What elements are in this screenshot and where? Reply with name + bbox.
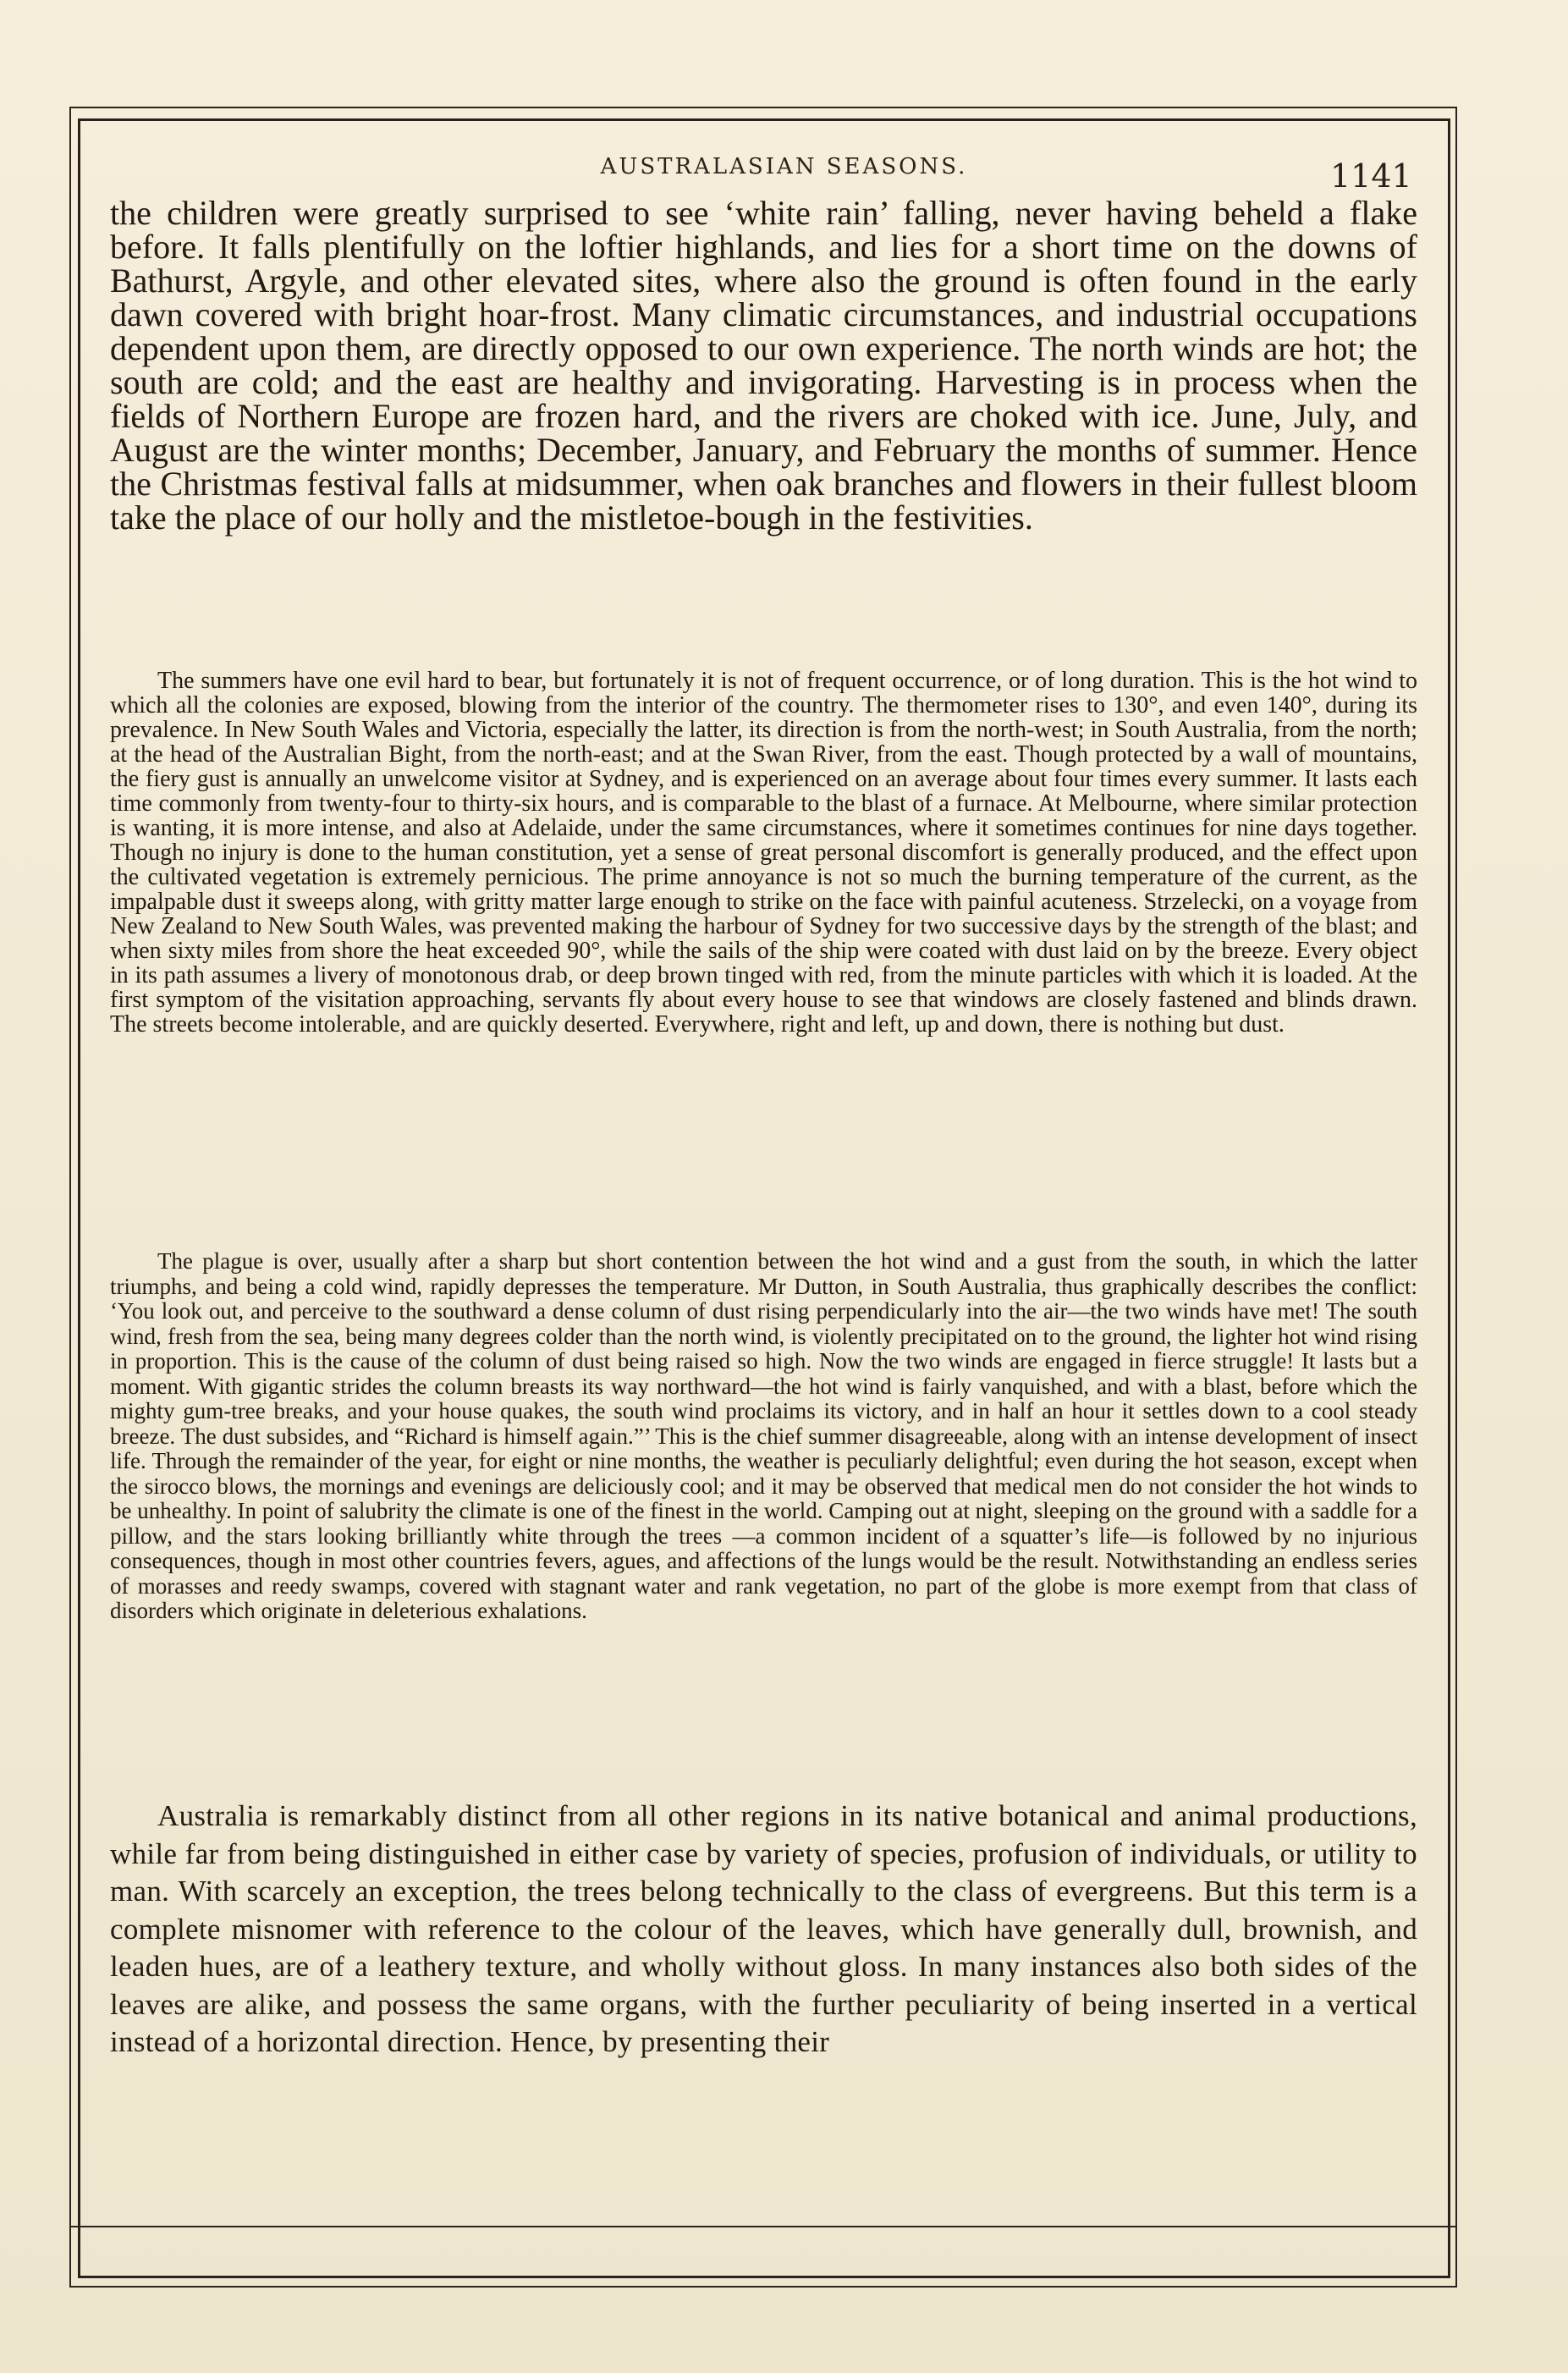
bottom-rule [69, 2226, 1457, 2227]
paragraph-winter-climate: the children were greatly surprised to see ‘white rain’ falling, never having beheld a flake before. It falls plentifully on the loftier highlands, and lies for a short time on the downs of Bathurst, Argyle, and other elevated sites, where also the ground is often found in the early dawn covered with bright hoar-frost. Many climatic circumstances, and industrial occupations dependent upon them, are directly opposed to our own experience. The north winds are hot; the south are cold; and the east are healthy and invigorating. Harvesting is in process when the fields of Northern Europe are frozen hard, and the rivers are choked with ice. June, July, and August are the winter months; December, January, and February the months of summer. Hence the Christmas festival falls at midsummer, when oak branches and flowers in their fullest bloom take the place of our holly and the mistletoe-bough in the festivities. [110, 194, 1417, 537]
paragraph-plague-over: The plague is over, usually after a sharp but short contention between the hot wind and a gust from the south, in which the latter triumphs, and being a cold wind, rapidly depresses the temperature. Mr Dutton, in South Australia, thus graphically describes the conflict: ‘You look out, and perceive to the southward a dense column of dust rising perpendicularly into the air—the two winds have met! The south wind, fresh from the sea, being many degrees colder than the north wind, is violently precipitated on to the ground, the lighter hot wind rising in proportion. This is the cause of the column of dust being raised so high. Now the two winds are engaged in fierce struggle! It lasts but a moment. With gigantic strides the column breasts its way northward—the hot wind is fairly vanquished, and with a blast, before which the mighty gum-tree breaks, and your house quakes, the south wind proclaims its victory, and in half an hour it settles down to a cool steady breeze. The dust subsides, and “Richard is himself again.”’ This is the chief summer disagreeable, along with an intense development of insect life. Through the remainder of the year, for eight or nine months, the weather is peculiarly delightful; even during the hot season, except when the sirocco blows, the mornings and evenings are deliciously cool; and it may be observed that medical men do not consider the hot winds to be unhealthy. In point of salubrity the climate is one of the finest in the world. Camping out at night, sleeping on the ground with a saddle for a pillow, and the stars looking brilliantly white through the trees —a common incident of a squatter’s life—is followed by no injurious consequences, though in most other countries fevers, agues, and affections of the lungs would be the result. Notwithstanding an endless series of morasses and reedy swamps, covered with stagnant water and rank vegetation, no part of the globe is more exempt from that class of disorders which originate in deleterious exhalations. [110, 1248, 1417, 1623]
paragraph-botanical: Australia is remarkably distinct from all other regions in its native botanical and animal productions, while far from being distinguished in either case by variety of species, profusion of individuals, or utility to man. With scarcely an exception, the trees belong technically to the class of evergreens. But this term is a complete misnomer with reference to the colour of the leaves, which have generally dull, brownish, and leaden hues, are of a leathery texture, and wholly without gloss. In many instances also both sides of the leaves are alike, and possess the same organs, with the further peculiarity of being inserted in a vertical instead of a horizontal direction. Hence, by presenting their [110, 1799, 1417, 2058]
page-number: 1141 [1330, 157, 1412, 195]
paragraph-hot-wind: The summers have one evil hard to bear, but fortunately it is not of frequent occurrence, or of long duration. This is the hot wind to which all the colonies are exposed, blowing from the interior of the country. The thermometer rises to 130°, and even 140°, during its prevalence. In New South Wales and Victoria, especially the latter, its direction is from the north-west; in South Australia, from the north; at the head of the Australian Bight, from the north-east; and at the Swan River, from the east. Though protected by a wall of mountains, the fiery gust is annually an unwelcome visitor at Sydney, and is experienced on an average about four times every summer. It lasts each time commonly from twenty-four to thirty-six hours, and is comparable to the blast of a furnace. At Melbourne, where similar protection is wanting, it is more intense, and also at Adelaide, under the same circumstances, where it sometimes continues for nine days together. Though no injury is done to the human constitution, yet a sense of great personal discomfort is generally produced, and the effect upon the cultivated vegetation is extremely pernicious. The prime annoyance is not so much the burning temperature of the current, as the impalpable dust it sweeps along, with gritty matter large enough to strike on the face with painful acuteness. Strzelecki, on a voyage from New Zealand to New South Wales, was prevented making the harbour of Sydney for two successive days by the strength of the blast; and when sixty miles from shore the heat exceeded 90°, while the sails of the ship were coated with dust laid on by the breeze. Every object in its path assumes a livery of monotonous drab, or deep brown tinged with red, from the minute particles with which it is loaded. At the first symptom of the visitation approaching, servants fly about every house to see that windows are closely fastened and blinds drawn. The streets become intolerable, and are quickly deserted. Everywhere, right and left, up and down, there is nothing but dust. [110, 668, 1417, 1038]
running-title: AUSTRALASIAN SEASONS. [600, 154, 968, 179]
